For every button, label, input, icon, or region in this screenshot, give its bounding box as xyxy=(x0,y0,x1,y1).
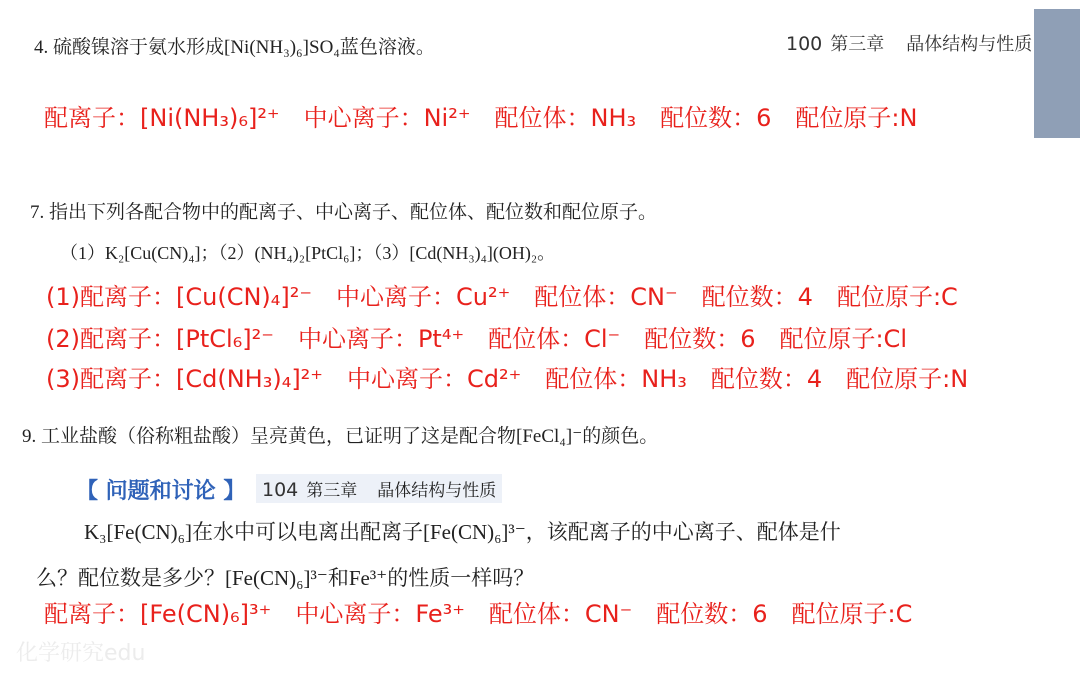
question-4-answer: 配离子：[Ni(NH₃)₆]²⁺ 中心离子：Ni²⁺ 配位体：NH₃ 配位数：6 配位原子:N xyxy=(44,104,918,132)
reference-chapter-label: 第三章 xyxy=(306,481,358,500)
question-7-items: （1）K₂[Cu(CN)₄]；（2）(NH₄)₂[PtCl₆]；（3）[Cd(NH₃)₄](OH)₂。 xyxy=(60,243,556,263)
discussion-answer: 配离子：[Fe(CN)₆]³⁺ 中心离子：Fe³⁺ 配位体：CN⁻ 配位数：6 配位原子:C xyxy=(44,600,913,628)
sidebar-divider xyxy=(1034,8,1080,9)
discussion-label: 【 问题和讨论 】 xyxy=(76,479,246,504)
question-7-text: 7. 指出下列各配合物中的配离子、中心离子、配位体、配位数和配位原子。 xyxy=(30,202,658,223)
chapter-title: 晶体结构与性质 xyxy=(906,34,1033,54)
question-7-answer-1: (1)配离子：[Cu(CN)₄]²⁻ 中心离子：Cu²⁺ 配位体：CN⁻ 配位数：4 配位原子:C xyxy=(46,283,958,311)
discussion-line-2: 么？配位数是多少？[Fe(CN)₆]³⁻和Fe³⁺的性质一样吗？ xyxy=(36,566,535,590)
page-header xyxy=(786,30,1032,56)
question-4-text: 4. 硫酸镍溶于氨水形成[Ni(NH₃)₆]SO₄蓝色溶液。 xyxy=(34,37,435,58)
question-7-answer-3: (3)配离子：[Cd(NH₃)₄]²⁺ 中心离子：Cd²⁺ 配位体：NH₃ 配位数：4 配位原子:N xyxy=(46,365,969,393)
page-number: 100 xyxy=(786,33,823,55)
question-9-text: 9. 工业盐酸（俗称粗盐酸）呈亮黄色，已证明了这是配合物[FeCl₄]⁻的颜色。 xyxy=(22,426,659,447)
reference-chapter-title: 晶体结构与性质 xyxy=(377,481,497,500)
reference-header xyxy=(256,474,502,503)
sidebar-tab xyxy=(1034,8,1080,138)
discussion-line-1: K₃[Fe(CN)₆]在水中可以电离出配离子[Fe(CN)₆]³⁻，该配离子的中心离子、配体是什 xyxy=(84,520,841,544)
watermark: 化学研究edu xyxy=(16,641,146,666)
chapter-label: 第三章 xyxy=(830,34,885,54)
question-7-answer-2: (2)配离子：[PtCl₆]²⁻ 中心离子：Pt⁴⁺ 配位体：Cl⁻ 配位数：6 配位原子:Cl xyxy=(46,325,907,353)
reference-page-number: 104 xyxy=(262,479,299,501)
